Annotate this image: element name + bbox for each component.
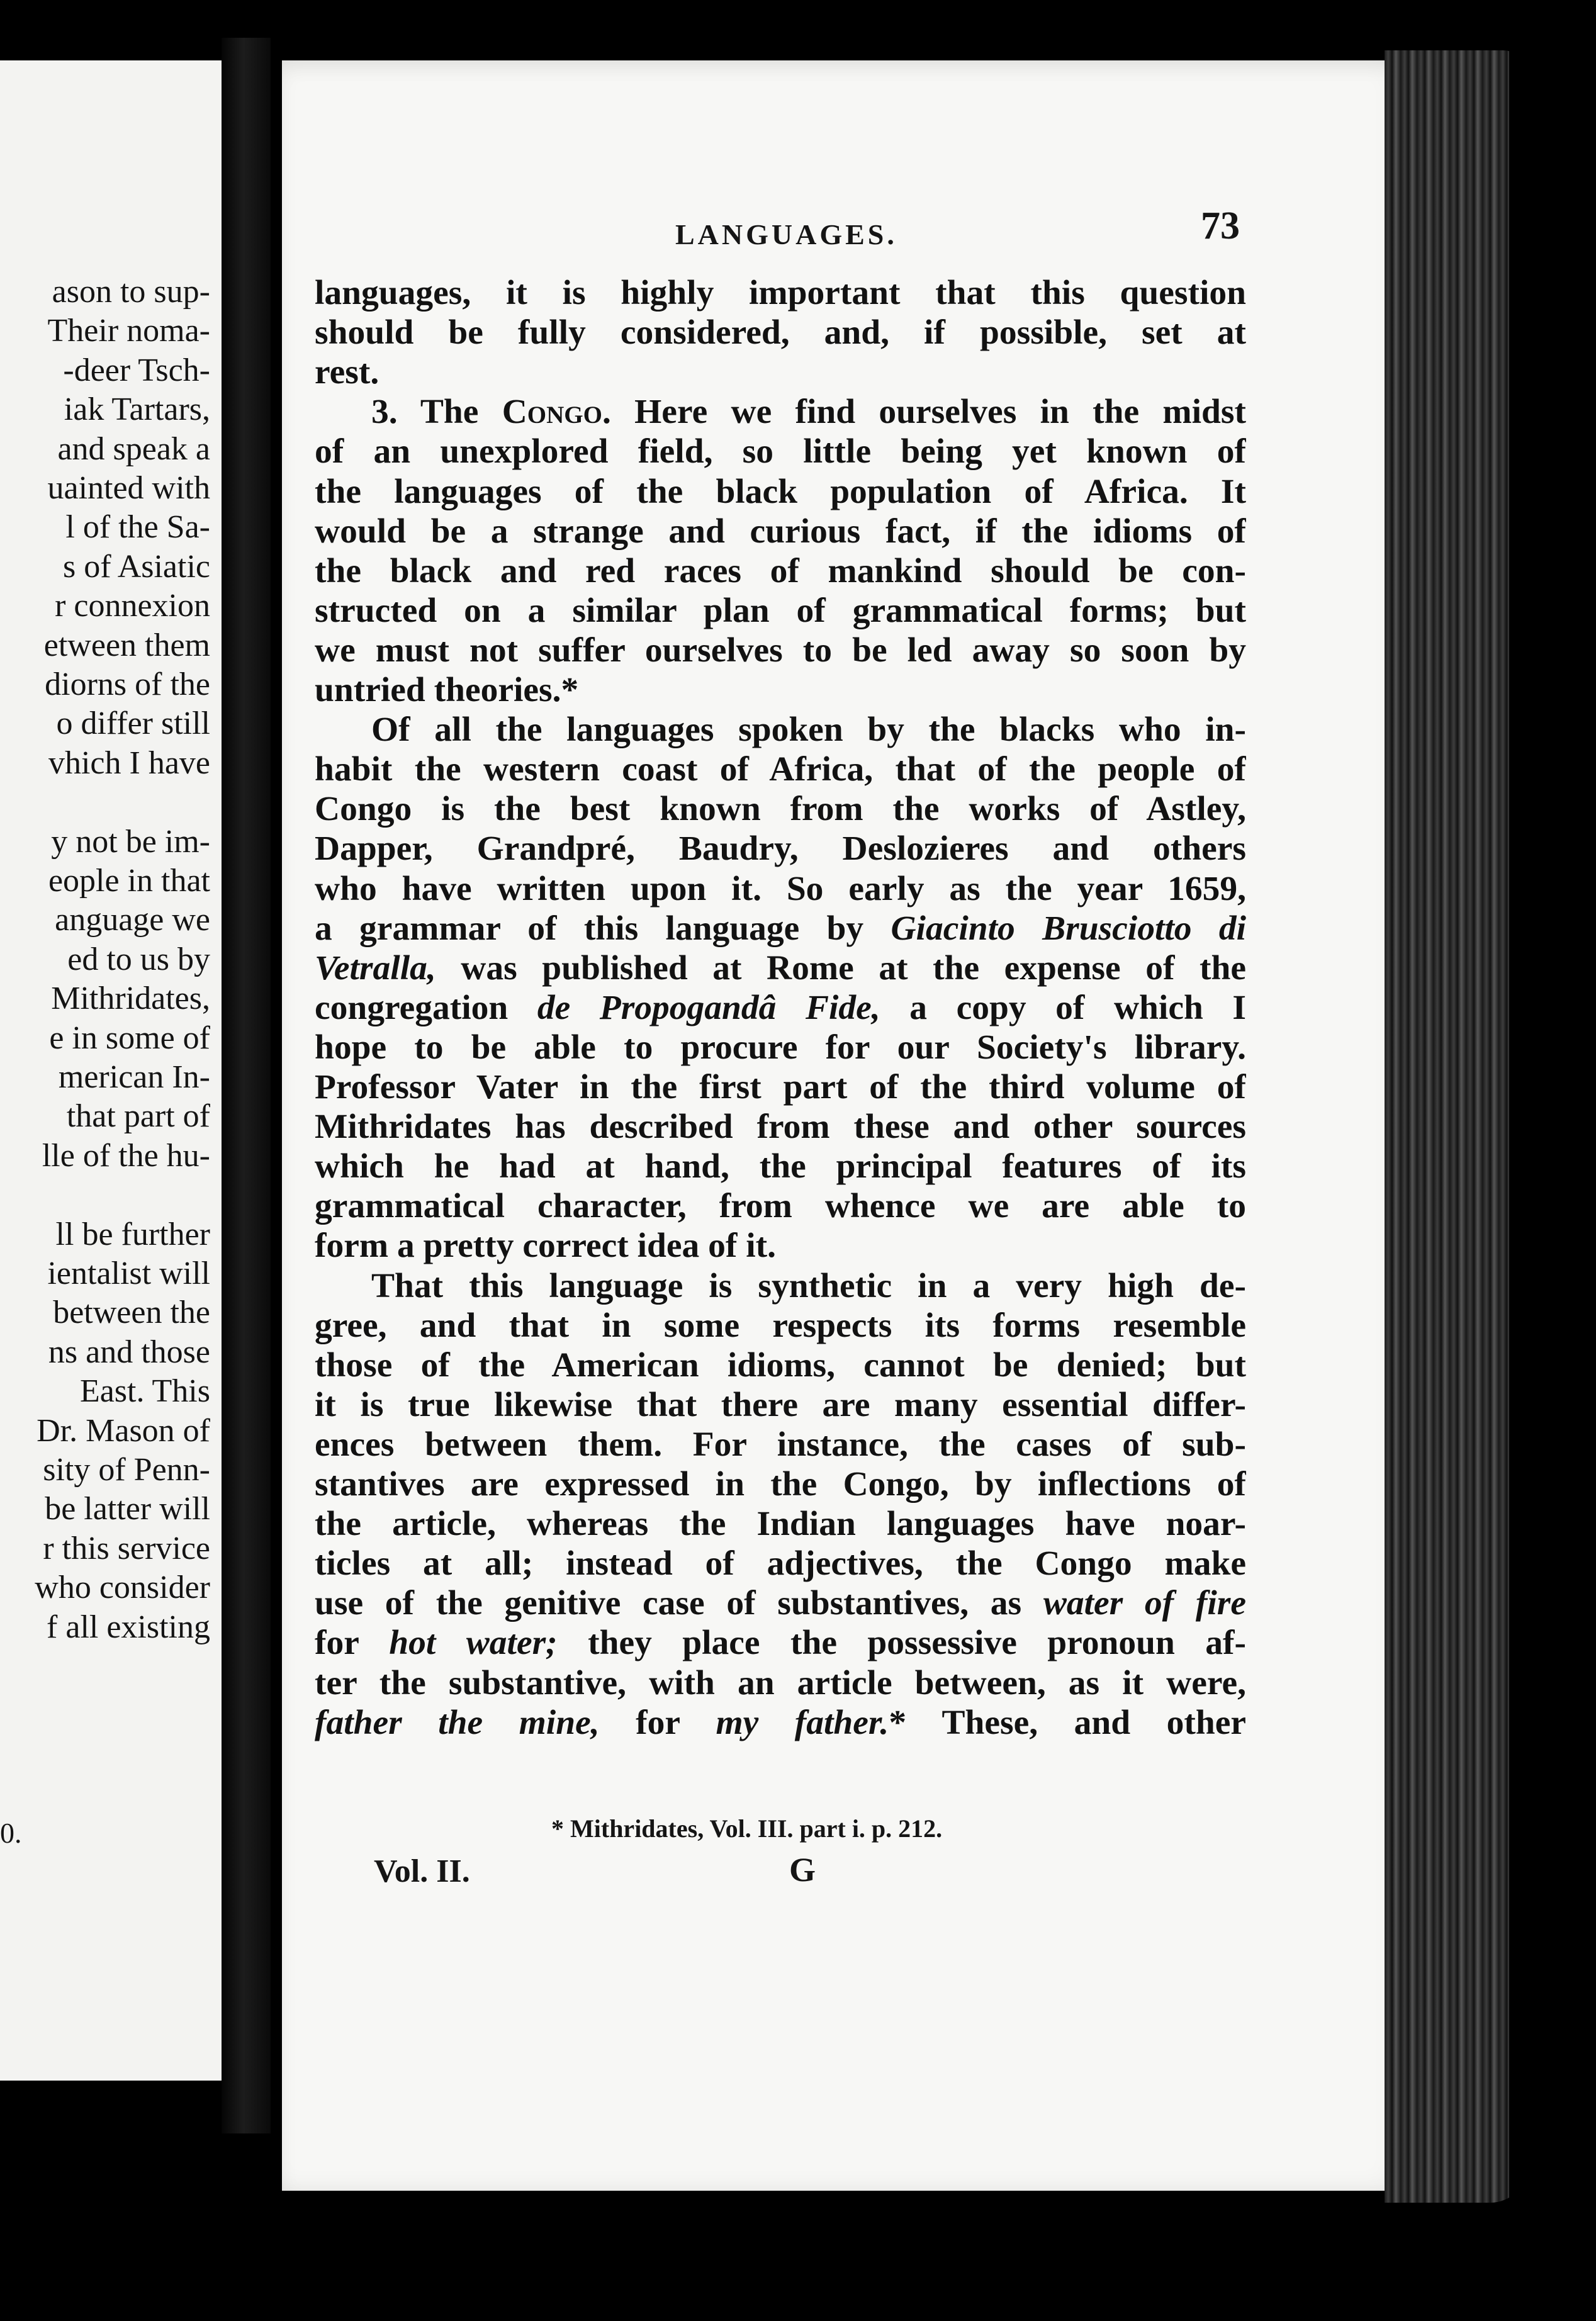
volume-signature: Vol. II. bbox=[374, 1853, 470, 1889]
text-line: That this language is synthetic in a very high de- bbox=[371, 1268, 1246, 1305]
facing-page-line: l of the Sa- bbox=[65, 509, 210, 546]
text-span: Here we find ourselves in the midst bbox=[610, 395, 1246, 432]
text-line: ter the substantive, with an article between, as it were, bbox=[315, 1665, 1246, 1702]
facing-page-line: ed to us by bbox=[67, 941, 210, 977]
page-edges bbox=[1385, 50, 1528, 2203]
text-line: structed on a similar plan of grammatical forms; but bbox=[315, 593, 1246, 630]
text-line: Dapper, Grandpré, Baudry, Deslozieres and others bbox=[315, 831, 1246, 868]
text-line: Mithridates has described from these and other sources bbox=[315, 1110, 1246, 1147]
running-head: LANGUAGES. bbox=[675, 218, 897, 250]
facing-page-line: r connexion bbox=[55, 588, 210, 624]
facing-page-line: iak Tartars, bbox=[64, 391, 210, 428]
facing-page-line: who consider bbox=[35, 1570, 210, 1606]
facing-page-line: ns and those bbox=[48, 1334, 210, 1370]
facing-page-line: Mithridates, bbox=[51, 981, 210, 1017]
text-line: form a pretty correct idea of it. bbox=[315, 1227, 777, 1266]
text-line: the black and red races of mankind should be con- bbox=[315, 553, 1246, 590]
text-line: it is true likewise that there are many essential differ- bbox=[315, 1387, 1246, 1424]
facing-page-line: ll be further bbox=[55, 1216, 210, 1252]
facing-page-line: etween them bbox=[43, 627, 210, 663]
text-line: Of all the languages spoken by the blacks who in- bbox=[371, 712, 1246, 750]
italic-text: water of fire bbox=[1043, 1586, 1246, 1623]
gathering-signature: G bbox=[789, 1851, 816, 1889]
text-line bbox=[315, 951, 1246, 989]
text-line bbox=[315, 1626, 1246, 1663]
italic-text: de Propogandâ Fide, bbox=[537, 990, 880, 1027]
text-line: languages, it is highly important that this question bbox=[315, 276, 1246, 312]
facing-page-line: s of Asiatic bbox=[63, 548, 210, 585]
facing-page-line: r this service bbox=[43, 1530, 210, 1566]
facing-page-line: ientalist will bbox=[47, 1256, 210, 1291]
facing-page-line: -deer Tsch- bbox=[63, 352, 210, 388]
text-line bbox=[315, 1586, 1246, 1624]
text-line: habit the western coast of Africa, that of the people of bbox=[315, 752, 1246, 789]
footnote: * Mithridates, Vol. III. part i. p. 212. bbox=[551, 1814, 943, 1843]
page-number: 73 bbox=[1201, 205, 1240, 247]
text-line: which he had at hand, the principal features of its bbox=[315, 1149, 1246, 1186]
facing-page-line: sity of Penn- bbox=[43, 1452, 210, 1488]
text-line: rest. bbox=[315, 353, 379, 392]
facing-page-line: that part of bbox=[66, 1098, 210, 1135]
text-line: ticles at all; instead of adjectives, the Congo make bbox=[315, 1546, 1246, 1583]
book-gutter bbox=[222, 38, 271, 2133]
text-line: grammatical character, from whence we are able to bbox=[315, 1189, 1246, 1226]
text-span: a copy of which I bbox=[880, 990, 1246, 1027]
facing-page-line: y not be im- bbox=[51, 823, 210, 860]
text-line bbox=[315, 911, 1246, 949]
facing-page-line: and speak a bbox=[57, 430, 210, 467]
text-line bbox=[315, 395, 1246, 432]
facing-page-line: lle of the hu- bbox=[42, 1137, 210, 1174]
text-line bbox=[315, 991, 1246, 1028]
text-line: we must not suffer ourselves to be led away so soon by bbox=[315, 632, 1246, 670]
text-span: 3. The bbox=[371, 395, 502, 432]
text-line: who have written upon it. So early as the year 1659, bbox=[315, 871, 1246, 908]
text-line: would be a strange and curious fact, if the idioms of bbox=[315, 514, 1246, 551]
text-span: they place the possessive pronoun af- bbox=[557, 1626, 1246, 1663]
text-span: was published at Rome at the expense of the bbox=[436, 950, 1246, 987]
facing-page-line: o differ still bbox=[56, 705, 210, 742]
text-span: for bbox=[315, 1626, 390, 1663]
facing-page-footnote-fragment: 0. bbox=[0, 1817, 22, 1849]
italic-text: Vetralla, bbox=[315, 950, 436, 987]
text-line: the article, whereas the Indian languages have noar- bbox=[315, 1507, 1246, 1544]
text-span: use of the genitive case of substantives, as bbox=[315, 1586, 1043, 1623]
text-line: stantives are expressed in the Congo, by inflections of bbox=[315, 1467, 1246, 1503]
text-span: for bbox=[599, 1705, 716, 1742]
facing-page-line: ason to sup- bbox=[52, 274, 210, 310]
facing-page-line: be latter will bbox=[45, 1491, 210, 1527]
italic-text: Giacinto Brusciotto di bbox=[891, 911, 1246, 948]
text-line: untried theories.* bbox=[315, 671, 579, 709]
text-line bbox=[315, 1706, 1246, 1743]
facing-page-line: East. This bbox=[79, 1373, 210, 1410]
text-line: of an unexplored field, so little being yet known of bbox=[315, 434, 1246, 471]
facing-page-line: merican In- bbox=[58, 1059, 210, 1095]
text-line: gree, and that in some respects its forms resemble bbox=[315, 1308, 1246, 1345]
facing-page-line: between the bbox=[53, 1295, 210, 1331]
text-line: hope to be able to procure for our Society's library. bbox=[315, 1030, 1246, 1067]
text-line: the languages of the black population of Africa. It bbox=[315, 474, 1246, 511]
facing-page-line: diorns of the bbox=[45, 666, 210, 702]
text-span: * These, and other bbox=[889, 1705, 1246, 1742]
facing-page-line: f all existing bbox=[47, 1609, 210, 1645]
facing-page-line: anguage we bbox=[55, 902, 210, 938]
text-line: those of the American idioms, cannot be denied; but bbox=[315, 1347, 1246, 1385]
text-span: congregation bbox=[315, 990, 537, 1027]
facing-page-line: Dr. Mason of bbox=[37, 1412, 210, 1449]
text-line: should be fully considered, and, if possible, set at bbox=[315, 315, 1246, 352]
text-line: Professor Vater in the first part of the third volume of bbox=[315, 1070, 1246, 1106]
text-line: Congo is the best known from the works of Astley, bbox=[315, 792, 1246, 829]
facing-page-line: uainted with bbox=[47, 470, 210, 506]
italic-text: my father. bbox=[716, 1705, 889, 1742]
text-line: ences between them. For instance, the cases of sub- bbox=[315, 1427, 1246, 1464]
facing-page-line: e in some of bbox=[49, 1020, 210, 1056]
italic-text: hot water; bbox=[389, 1626, 558, 1663]
facing-page-line: Their noma- bbox=[47, 313, 210, 349]
small-caps-text: Congo. bbox=[502, 395, 611, 432]
facing-page-line: vhich I have bbox=[48, 745, 210, 781]
facing-page-fragment bbox=[0, 60, 222, 2081]
italic-text: father the mine, bbox=[315, 1705, 600, 1742]
facing-page-line: eople in that bbox=[48, 863, 210, 899]
text-span: a grammar of this language by bbox=[315, 911, 891, 948]
